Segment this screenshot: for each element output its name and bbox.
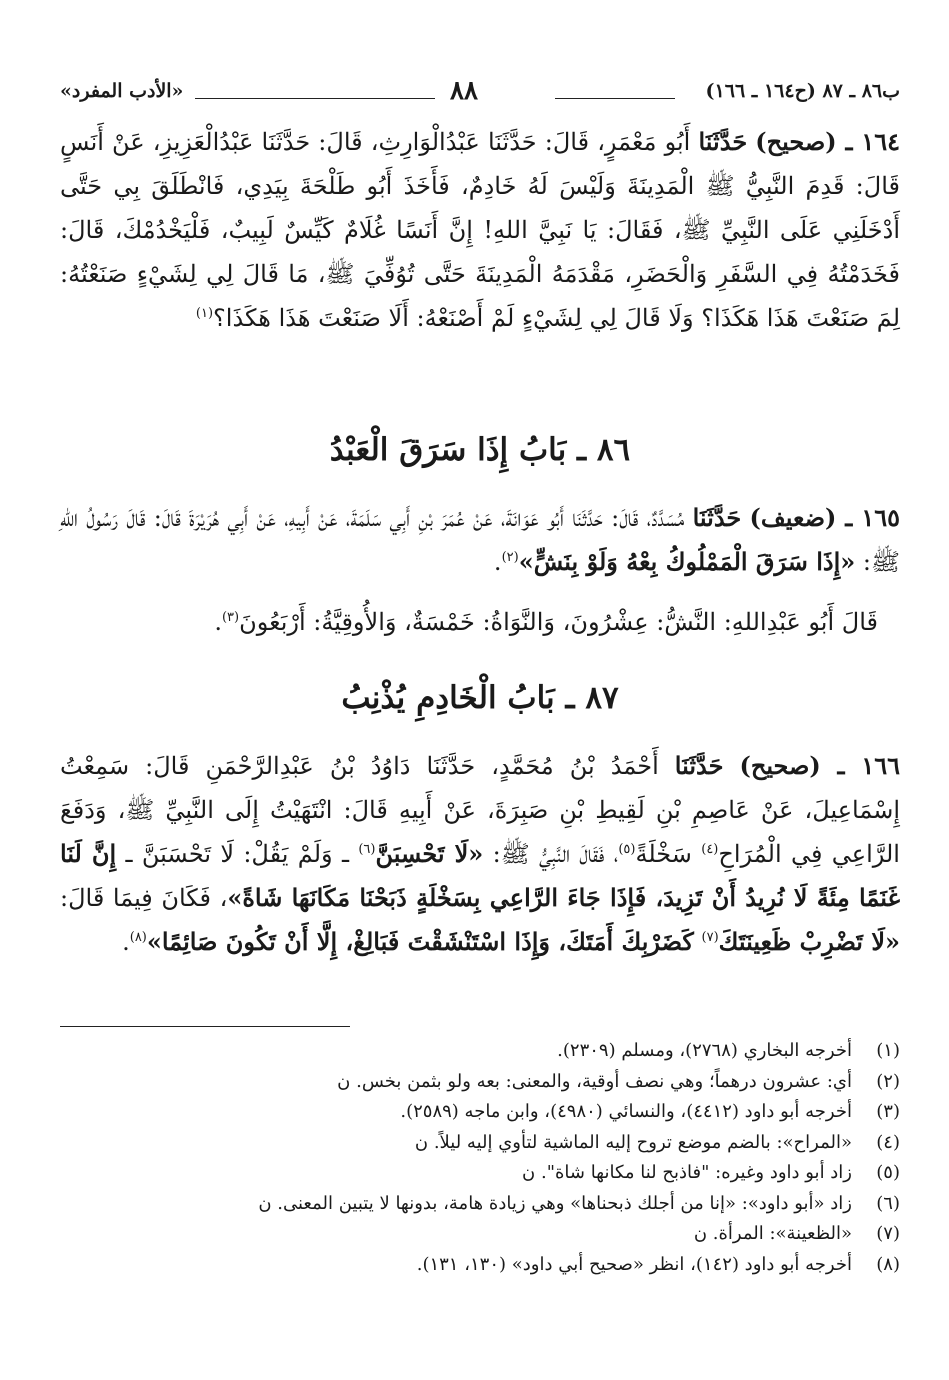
- hadith-number: ١٦٥ ـ (ضعيف): [749, 503, 900, 532]
- hadith-164: [60, 120, 900, 340]
- prophetic-quote: إِنَّ لَنَا غَنَمًا مِئَةً لَا نُرِيدُ أَنْ تَزِيدَ، فَإِذَا جَاءَ الرَّاعِي بِسَخْلَةٍ ذَبَحْنَا مَكَانَهَا شَاةً»: [60, 839, 900, 912]
- header-rule-left: [195, 98, 435, 99]
- footnote-marker: (٦): [358, 842, 376, 857]
- footnote-marker: (٧): [701, 930, 719, 945]
- running-head-reference: ب٨٦ ـ ٨٧ (ح١٦٤ ـ ١٦٦): [705, 80, 900, 102]
- hadith-165-note: قَالَ أَبُو عَبْدِاللهِ: النَّشُّ: عِشْرُونَ، وَالنَّوَاةُ: خَمْسَةٌ، وَالأُوقِيَّةُ: أَرْبَعُونَ$^{(٣)}$.: [214, 608, 878, 636]
- haddathana-word: حَدَّثَنَا: [674, 751, 724, 780]
- footnote-text: «الظعينة»: المرأة. ن: [693, 1223, 852, 1244]
- hadith-text-part: أَحْمَدُ بْنُ مُحَمَّدٍ، حَدَّثَنَا دَاوُدُ بْنُ عَبْدِالرَّحْمَنِ قَالَ: سَمِعْتُ إِسْمَاعِيلَ، عَنْ عَاصِمِ بْنِ لَقِيطِ بْنِ صَبِرَةَ، عَنْ أَبِيهِ قَالَ: انْتَهَيْتُ إِلَى النَّبِيِّ ﷺ، وَدَفَعَ الرَّاعِي فِي الْمُرَاحِ: [60, 752, 900, 868]
- hadith-number: ١٦٦ ـ (صحيح): [739, 751, 900, 780]
- footnote-number: (٤): [876, 1131, 900, 1153]
- footnote: [60, 1067, 900, 1098]
- page-number: ٨٨: [450, 76, 478, 106]
- footnote-text: أخرجه أبو داود (١٤٢)، انظر «صحيح أبي داود» (١٣٠، ١٣١).: [416, 1253, 852, 1275]
- footnote-number: (٣): [876, 1101, 900, 1122]
- prophetic-quote: «لَا تَضْرِبْ ظَعِينَتَكَ: [718, 927, 900, 956]
- prophetic-quote: كَضَرْبِكَ أَمَتَكَ، وَإِذَا اسْتَنْشَقْتَ فَبَالِغْ، إِلَّا أَنْ تَكُونَ صَائِمًا»: [146, 927, 694, 956]
- footnote-text: «المراح»: بالضم موضع تروح إليه الماشية لتأوي إليه ليلاً. ن: [414, 1131, 852, 1153]
- footnote-number: (١): [876, 1040, 900, 1061]
- footnote: [60, 1189, 900, 1220]
- footnote-number: (٦): [876, 1192, 900, 1214]
- footnote-number: (٨): [876, 1253, 900, 1275]
- footnote: [60, 1158, 900, 1189]
- footnote-marker: (٥): [618, 842, 636, 857]
- footnote-marker: (١): [195, 306, 214, 321]
- running-head-book-title: «الأدب المفرد»: [60, 80, 184, 102]
- haddathana-word: حَدَّثَنَا: [698, 127, 748, 156]
- chapter-heading-87: ٨٧ ـ بَابُ الْخَادِمِ يُذْنِبُ: [341, 680, 619, 716]
- footnote-number: (٧): [876, 1223, 900, 1244]
- hadith-text-part: سَخْلَةً: [635, 840, 692, 868]
- chapter-heading-86: ٨٦ ـ بَابُ إِذَا سَرَقَ الْعَبْدُ: [329, 432, 631, 468]
- hadith-text: مُسَدَّدٌ، قَالَ: حَدَّثَنَا أَبُو عَوَانَةَ، عَنْ عُمَرَ بْنِ أَبِي سَلَمَةَ، عَنْ أَبِيهِ، عَنْ أَبِي هُرَيْرَةَ قَالَ: قَالَ رَسُولُ اللهِ ﷺ:: [60, 504, 900, 576]
- footnote-text: أخرجه أبو داود (٤٤١٢)، والنسائي (٤٩٨٠)، وابن ماجه (٢٥٨٩).: [400, 1101, 852, 1122]
- book-page: [60, 68, 900, 1358]
- footnote-text: زاد أبو داود وغيره: "فاذبح لنا مكانها شاة". ن: [522, 1162, 852, 1183]
- footnote-marker: (٨): [129, 930, 147, 945]
- footnote-marker: (٤): [701, 842, 719, 857]
- haddathana-word: حَدَّثَنَا: [692, 503, 742, 532]
- hadith-text-part: ، فَقَالَ النَّبِيُّ ﷺ:: [492, 840, 619, 868]
- footnote-text: زاد «أبو داود»: «إنا من أجلك ذبحناها» وهي زيادة هامة، بدونها لا يتبين المعنى. ن: [258, 1192, 852, 1214]
- footnote-number: (٥): [876, 1162, 900, 1183]
- footnote-separator: [60, 1026, 350, 1027]
- footnote-marker: (٣): [221, 610, 240, 625]
- footnote-text: أي: عشرون درهماً؛ وهي نصف أوقية، والمعنى: بعه ولو بثمن بخس. ن: [337, 1070, 852, 1092]
- hadith-number: ١٦٤ ـ (صحيح): [755, 127, 900, 156]
- explanatory-note: قَالَ أَبُو عَبْدِاللهِ: النَّشُّ: عِشْرُونَ، وَالنَّوَاةُ: خَمْسَةٌ، وَالأُوقِيَّةُ: أَرْبَعُونَ: [239, 608, 878, 636]
- prophetic-quote: «إِذَا سَرَقَ الْمَمْلُوكُ بِعْهُ وَلَوْ بِنَشٍّ»: [518, 547, 856, 576]
- hadith-166: [60, 744, 900, 964]
- footnote: [60, 1250, 900, 1281]
- footnotes: [60, 1036, 900, 1280]
- footnote: [60, 1219, 900, 1250]
- footnote-number: (٢): [876, 1070, 900, 1092]
- hadith-text-part: .: [122, 928, 130, 956]
- header-rule-right: [555, 98, 675, 99]
- footnote: [60, 1097, 900, 1128]
- hadith-165: ١٦٥ ـ (ضعيف) حَدَّثَنَا مُسَدَّدٌ، قَالَ: حَدَّثَنَا أَبُو عَوَانَةَ، عَنْ عُمَرَ بْنِ أَبِي سَلَمَةَ، عَنْ أَبِيهِ، عَنْ أَبِي هُرَيْرَةَ قَالَ: قَالَ رَسُولُ اللهِ ﷺ: «إِذَا سَرَقَ الْمَمْلُوكُ بِعْهُ وَلَوْ بِنَشٍّ»$^{(٢)}$.: [60, 503, 900, 576]
- prophetic-quote: «لَا تَحْسِبَنَّ: [375, 839, 484, 868]
- footnote: [60, 1128, 900, 1159]
- footnote-text: أخرجه البخاري (٢٧٦٨)، ومسلم (٢٣٠٩).: [557, 1040, 852, 1061]
- footnote: [60, 1036, 900, 1067]
- hadith-text-part: ، فَكَانَ فِيمَا قَالَ:: [60, 884, 228, 912]
- hadith-text: أَبُو مَعْمَرٍ، قَالَ: حَدَّثَنَا عَبْدُالْوَارِثِ، قَالَ: حَدَّثَنَا عَبْدُالْعَزِيزِ، عَنْ أَنَسٍ قَالَ: قَدِمَ النَّبِيُّ ﷺ الْمَدِينَةَ وَلَيْسَ لَهُ خَادِمٌ، فَأَخَذَ أَبُو طَلْحَةَ بِيَدِي، فَانْطَلَقَ بِي حَتَّى أَدْخَلَنِي عَلَى النَّبِيِّ ﷺ، فَقَالَ: يَا نَبِيَّ اللهِ! إِنَّ أَنَسًا غُلَامٌ كَيِّسٌ لَبِيبٌ، فَلْيَخْدُمْكَ، قَالَ: فَخَدَمْتُهُ فِي السَّفَرِ وَالْحَضَرِ، مَقْدَمَهُ الْمَدِينَةَ حَتَّى تُوُفِّيَ ﷺ، مَا قَالَ لِي لِشَيْءٍ صَنَعْتُهُ: لِمَ صَنَعْتَ هَذَا هَكَذَا؟ وَلَا قَالَ لِي لِشَيْءٍ لَمْ أَصْنَعْهُ: أَلَا صَنَعْتَ هَذَا هَكَذَا؟: [60, 128, 900, 332]
- hadith-text-part: ـ وَلَمْ يَقُلْ: لَا تَحْسَبَنَّ ـ: [125, 840, 349, 868]
- footnote-marker: (٢): [501, 550, 519, 565]
- running-head: [60, 72, 900, 112]
